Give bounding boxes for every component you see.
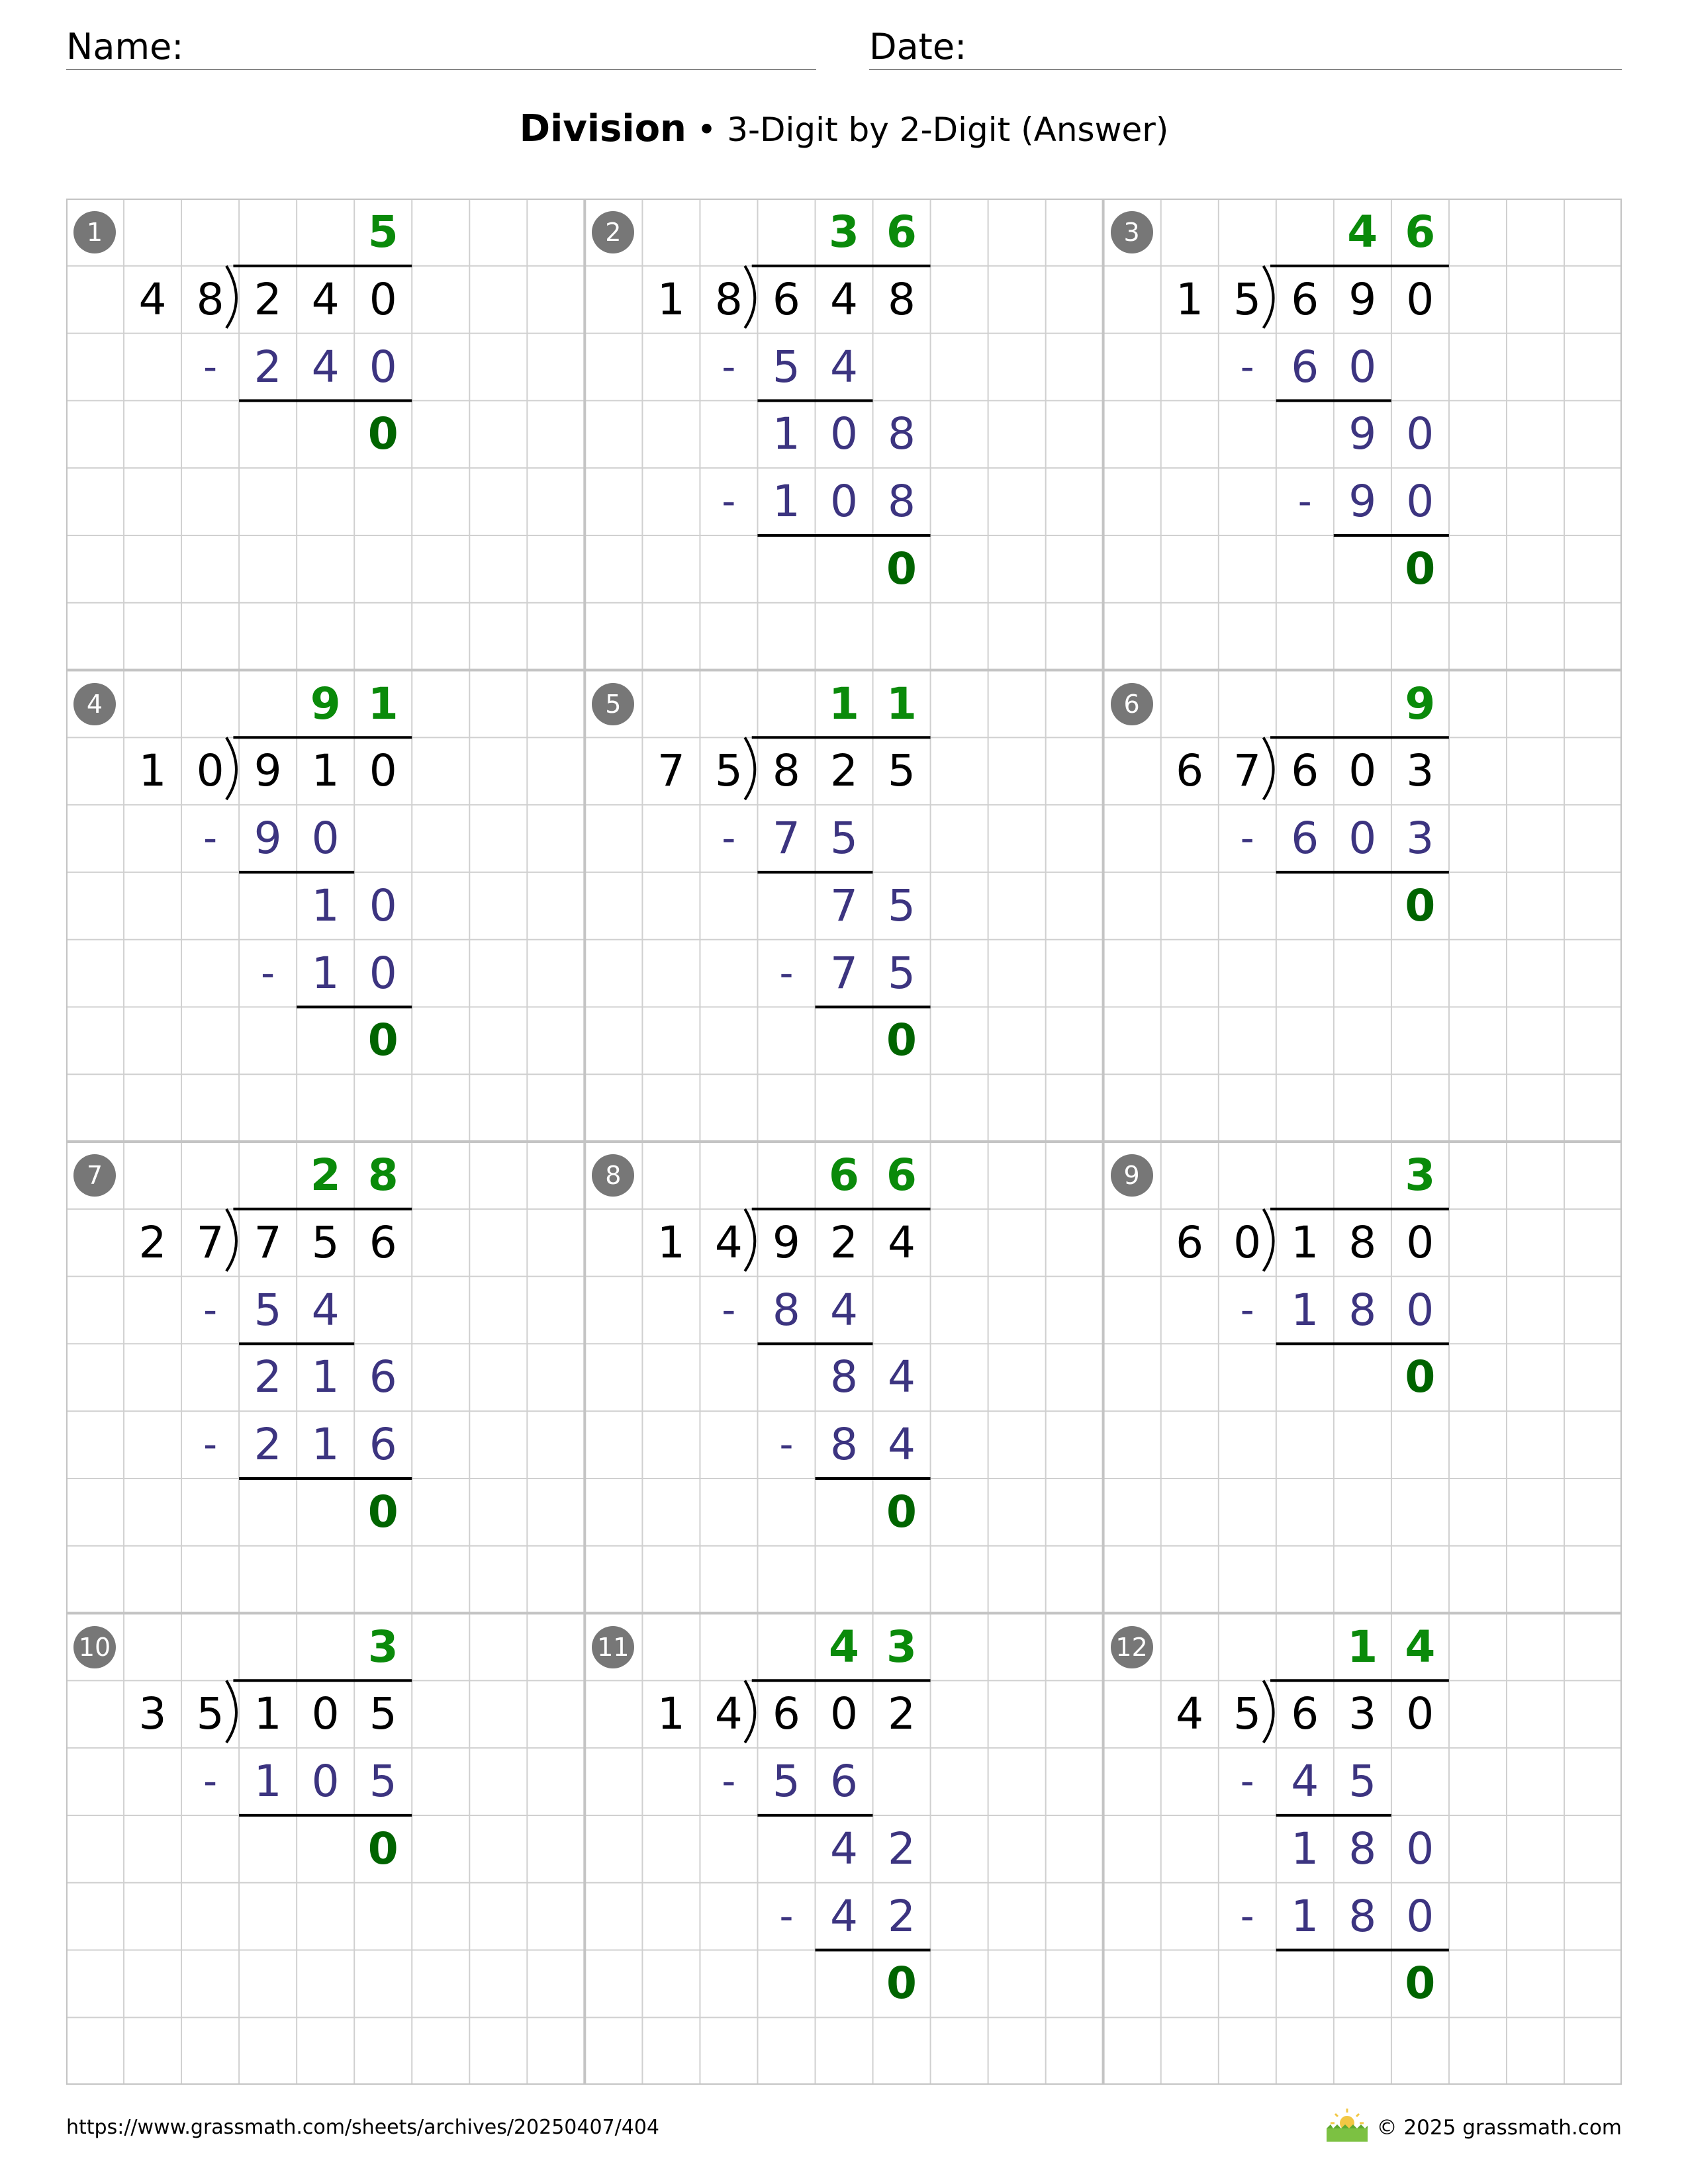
work-digit: 0 <box>1406 1890 1434 1942</box>
dividend-digit: 0 <box>369 745 397 797</box>
dividend-digit: 7 <box>254 1216 282 1268</box>
divisor-digit: 7 <box>1233 745 1262 797</box>
problem-number-badge: 1 <box>73 211 116 253</box>
divisor-digit: 1 <box>657 1688 685 1740</box>
divisor-digit: 1 <box>1176 273 1204 325</box>
divisor-digit: 4 <box>138 273 167 325</box>
dividend-digit: 1 <box>1291 1216 1319 1268</box>
work-digit: 5 <box>888 947 915 999</box>
divisor-digit: 5 <box>1233 1688 1262 1740</box>
quotient-digit: 4 <box>1405 1621 1436 1672</box>
work-digit: 6 <box>369 1419 397 1471</box>
work-digit: 1 <box>1291 1284 1319 1336</box>
remainder-digit: 0 <box>1405 880 1436 931</box>
date-field[interactable] <box>869 24 1622 70</box>
work-digit: 5 <box>369 1756 397 1807</box>
work-digit: 2 <box>888 1823 915 1874</box>
work-digit: 4 <box>311 1284 340 1336</box>
name-label: Name: <box>66 26 184 68</box>
minus-sign: - <box>779 950 794 995</box>
dividend-digit: 8 <box>888 273 915 325</box>
minus-sign: - <box>722 343 736 389</box>
minus-sign: - <box>203 1758 218 1804</box>
minus-sign: - <box>722 478 736 524</box>
problem-number-badge: 6 <box>1111 683 1153 725</box>
work-digit: 0 <box>1406 408 1434 460</box>
work-digit: 8 <box>1348 1823 1377 1874</box>
work-digit: 4 <box>888 1419 915 1471</box>
quotient-digit: 4 <box>1347 206 1378 257</box>
work-digit: 0 <box>1406 1284 1434 1336</box>
work-digit: 0 <box>311 1756 340 1807</box>
minus-sign: - <box>1240 343 1254 389</box>
work-digit: 2 <box>254 1419 282 1471</box>
work-digit: 6 <box>829 1756 858 1807</box>
date-line <box>869 69 1622 70</box>
work-digit: 0 <box>1406 1823 1434 1874</box>
quotient-digit: 1 <box>1347 1621 1378 1672</box>
minus-sign: - <box>779 1422 794 1467</box>
work-digit: 7 <box>829 880 858 931</box>
dividend-digit: 6 <box>369 1216 397 1268</box>
problem-number-badge: 11 <box>592 1626 634 1668</box>
work-digit: 6 <box>1291 813 1319 864</box>
dividend-digit: 0 <box>1406 1216 1434 1268</box>
divisor-digit: 1 <box>657 1216 685 1268</box>
work-digit: 4 <box>1291 1756 1319 1807</box>
work-digit: 0 <box>369 341 397 392</box>
dividend-digit: 0 <box>1406 1688 1434 1740</box>
work-digit: 2 <box>254 341 282 392</box>
minus-sign: - <box>203 343 218 389</box>
dividend-digit: 9 <box>1348 273 1377 325</box>
dividend-digit: 5 <box>311 1216 340 1268</box>
divisor-digit: 5 <box>196 1688 224 1740</box>
dividend-digit: 6 <box>772 273 800 325</box>
minus-sign: - <box>722 815 736 861</box>
work-digit: 1 <box>772 476 800 527</box>
problem-number-badge: 9 <box>1111 1154 1153 1197</box>
dividend-digit: 2 <box>254 273 282 325</box>
work-digit: 0 <box>1348 813 1377 864</box>
divisor-digit: 0 <box>196 745 224 797</box>
work-digit: 1 <box>254 1756 282 1807</box>
work-digit: 8 <box>829 1351 858 1403</box>
work-digit: 0 <box>369 947 397 999</box>
minus-sign: - <box>779 1893 794 1938</box>
work-digit: 2 <box>254 1351 282 1403</box>
dividend-digit: 6 <box>772 1688 800 1740</box>
quotient-digit: 5 <box>367 206 399 257</box>
page-title <box>0 106 1688 153</box>
work-digit: 6 <box>1291 341 1319 392</box>
work-digit: 8 <box>829 1419 858 1471</box>
minus-sign: - <box>1240 1758 1254 1804</box>
dividend-digit: 5 <box>369 1688 397 1740</box>
divisor-digit: 8 <box>714 273 743 325</box>
work-digit: 2 <box>888 1890 915 1942</box>
divisor-digit: 4 <box>714 1688 743 1740</box>
work-digit: 4 <box>829 1284 858 1336</box>
work-digit: 1 <box>772 408 800 460</box>
remainder-digit: 0 <box>886 1486 917 1537</box>
minus-sign: - <box>722 1287 736 1332</box>
divisor-digit: 1 <box>138 745 167 797</box>
work-digit: 0 <box>369 880 397 931</box>
quotient-digit: 9 <box>310 678 341 729</box>
work-digit: 0 <box>829 476 858 527</box>
minus-sign: - <box>1240 815 1254 861</box>
divisor-digit: 8 <box>196 273 224 325</box>
dividend-digit: 1 <box>311 745 340 797</box>
dividend-digit: 6 <box>1291 273 1319 325</box>
quotient-digit: 8 <box>367 1150 399 1201</box>
problem-number-badge: 5 <box>592 683 634 725</box>
problem-number-badge: 10 <box>73 1626 116 1668</box>
minus-sign: - <box>261 950 275 995</box>
work-digit: 0 <box>1348 341 1377 392</box>
dividend-digit: 1 <box>254 1688 282 1740</box>
quotient-digit: 3 <box>886 1621 917 1672</box>
work-digit: 4 <box>888 1351 915 1403</box>
work-digit: 8 <box>772 1284 800 1336</box>
problem-number-badge: 3 <box>1111 211 1153 253</box>
minus-sign: - <box>203 1422 218 1467</box>
remainder-digit: 0 <box>886 543 917 594</box>
quotient-digit: 1 <box>367 678 399 729</box>
work-digit: 1 <box>311 1419 340 1471</box>
remainder-digit: 0 <box>367 1015 399 1066</box>
minus-sign: - <box>722 1758 736 1804</box>
divisor-digit: 5 <box>714 745 743 797</box>
work-digit: 1 <box>311 880 340 931</box>
divisor-digit: 1 <box>657 273 685 325</box>
dividend-digit: 8 <box>1348 1216 1377 1268</box>
work-digit: 5 <box>254 1284 282 1336</box>
divisor-digit: 7 <box>196 1216 224 1268</box>
divisor-digit: 3 <box>138 1688 167 1740</box>
work-digit: 1 <box>1291 1890 1319 1942</box>
work-digit: 7 <box>829 947 858 999</box>
quotient-digit: 4 <box>828 1621 859 1672</box>
minus-sign: - <box>1297 478 1312 524</box>
work-digit: 6 <box>369 1351 397 1403</box>
dividend-digit: 5 <box>888 745 915 797</box>
work-digit: 8 <box>888 476 915 527</box>
quotient-digit: 9 <box>1405 678 1436 729</box>
work-digit: 4 <box>829 1890 858 1942</box>
divisor-digit: 4 <box>714 1216 743 1268</box>
dividend-digit: 2 <box>829 745 858 797</box>
work-digit: 7 <box>772 813 800 864</box>
quotient-digit: 6 <box>828 1150 859 1201</box>
minus-sign: - <box>203 815 218 861</box>
minus-sign: - <box>1240 1893 1254 1938</box>
name-field[interactable] <box>66 24 816 70</box>
dividend-digit: 6 <box>1291 745 1319 797</box>
work-digit: 4 <box>829 1823 858 1874</box>
remainder-digit: 0 <box>1405 1958 1436 2009</box>
title-subtitle: 3-Digit by 2-Digit (Answer) <box>727 111 1169 149</box>
work-digit: 3 <box>1406 813 1434 864</box>
dividend-digit: 0 <box>369 273 397 325</box>
quotient-digit: 6 <box>886 1150 917 1201</box>
minus-sign: - <box>203 1287 218 1332</box>
dividend-digit: 0 <box>829 1688 858 1740</box>
title-main: Division <box>519 107 686 150</box>
work-digit: 4 <box>311 341 340 392</box>
quotient-digit: 3 <box>1405 1150 1436 1201</box>
divisor-digit: 7 <box>657 745 685 797</box>
remainder-digit: 0 <box>367 1486 399 1537</box>
work-digit: 5 <box>772 1756 800 1807</box>
divisor-digit: 4 <box>1176 1688 1204 1740</box>
dividend-digit: 3 <box>1348 1688 1377 1740</box>
worksheet-grid <box>66 199 1622 2085</box>
work-digit: 9 <box>254 813 282 864</box>
dividend-digit: 9 <box>254 745 282 797</box>
grass-sun-logo-icon <box>1324 2105 1370 2144</box>
minus-sign: - <box>1240 1287 1254 1332</box>
work-digit: 0 <box>311 813 340 864</box>
remainder-digit: 0 <box>1405 1351 1436 1403</box>
divisor-digit: 6 <box>1176 1216 1204 1268</box>
quotient-digit: 2 <box>310 1150 341 1201</box>
work-digit: 5 <box>829 813 858 864</box>
work-digit: 0 <box>829 408 858 460</box>
remainder-digit: 0 <box>886 1958 917 2009</box>
title-bullet: • <box>686 111 727 149</box>
quotient-digit: 1 <box>886 678 917 729</box>
dividend-digit: 4 <box>888 1216 915 1268</box>
work-digit: 8 <box>1348 1284 1377 1336</box>
problem-number-badge: 8 <box>592 1154 634 1197</box>
work-digit: 9 <box>1348 476 1377 527</box>
date-label: Date: <box>869 26 967 68</box>
dividend-digit: 4 <box>311 273 340 325</box>
footer-url[interactable]: https://www.grassmath.com/sheets/archives/20250407/404 <box>66 2116 660 2139</box>
work-digit: 5 <box>888 880 915 931</box>
remainder-digit: 0 <box>367 408 399 460</box>
problem-number-badge: 12 <box>1111 1626 1153 1668</box>
work-digit: 1 <box>311 947 340 999</box>
dividend-digit: 2 <box>888 1688 915 1740</box>
divisor-digit: 0 <box>1233 1216 1262 1268</box>
quotient-digit: 6 <box>1405 206 1436 257</box>
quotient-digit: 6 <box>886 206 917 257</box>
work-digit: 9 <box>1348 408 1377 460</box>
problem-number-badge: 2 <box>592 211 634 253</box>
dividend-digit: 6 <box>1291 1688 1319 1740</box>
divisor-digit: 5 <box>1233 273 1262 325</box>
divisor-digit: 2 <box>138 1216 167 1268</box>
work-digit: 0 <box>1406 476 1434 527</box>
quotient-digit: 3 <box>828 206 859 257</box>
dividend-digit: 9 <box>772 1216 800 1268</box>
divisor-digit: 6 <box>1176 745 1204 797</box>
dividend-digit: 4 <box>829 273 858 325</box>
problem-number-badge: 4 <box>73 683 116 725</box>
dividend-digit: 0 <box>1348 745 1377 797</box>
dividend-digit: 8 <box>772 745 800 797</box>
quotient-digit: 3 <box>367 1621 399 1672</box>
work-digit: 8 <box>1348 1890 1377 1942</box>
work-digit: 1 <box>311 1351 340 1403</box>
remainder-digit: 0 <box>886 1015 917 1066</box>
dividend-digit: 3 <box>1406 745 1434 797</box>
work-digit: 8 <box>888 408 915 460</box>
work-digit: 4 <box>829 341 858 392</box>
remainder-digit: 0 <box>1405 543 1436 594</box>
work-digit: 1 <box>1291 1823 1319 1874</box>
dividend-digit: 0 <box>311 1688 340 1740</box>
quotient-digit: 1 <box>828 678 859 729</box>
work-digit: 5 <box>1348 1756 1377 1807</box>
dividend-digit: 0 <box>1406 273 1434 325</box>
name-line <box>66 69 816 70</box>
footer-copyright: © 2025 grassmath.com <box>1376 2116 1622 2140</box>
problem-number-badge: 7 <box>73 1154 116 1197</box>
dividend-digit: 2 <box>829 1216 858 1268</box>
work-digit: 5 <box>772 341 800 392</box>
remainder-digit: 0 <box>367 1823 399 1874</box>
